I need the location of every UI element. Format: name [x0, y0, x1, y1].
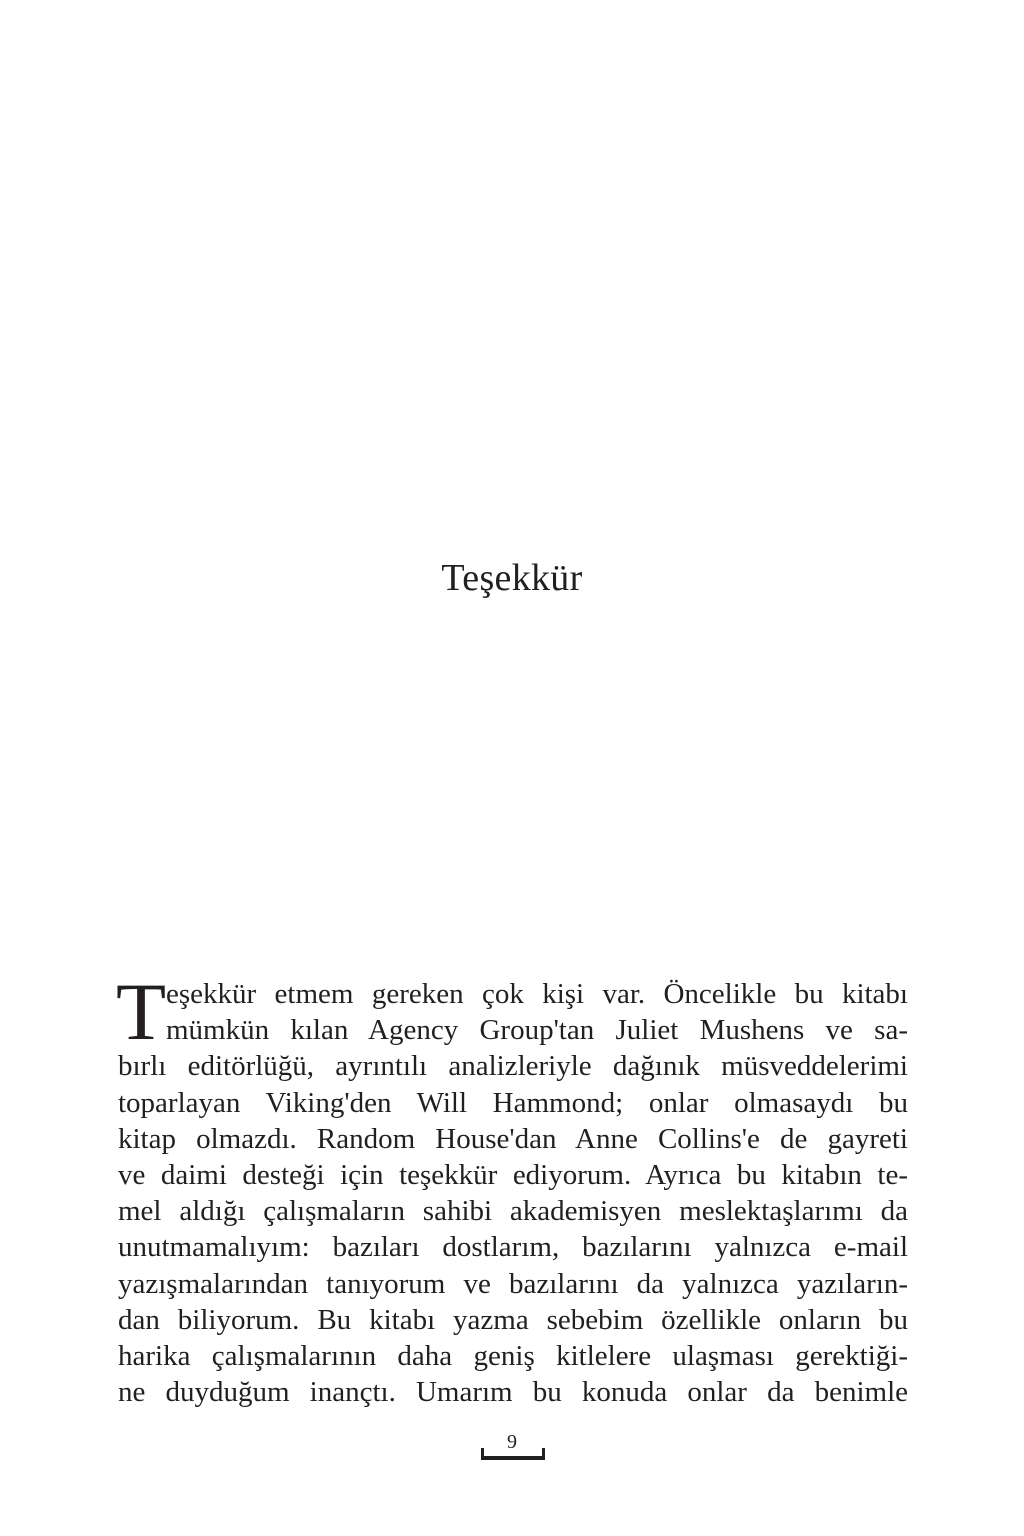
folio-ornament-right: [542, 1448, 545, 1460]
drop-cap: T: [116, 966, 167, 1057]
text-line: eşekkür etmem gereken çok kişi var. Öncelikle bu kitabı: [166, 978, 908, 1010]
chapter-title: Teşekkür: [441, 557, 583, 599]
text-line: unutmamalıyım: bazıları dostlarım, bazılarını yalnızca e-mail: [118, 1231, 908, 1264]
folio-rule: [481, 1456, 545, 1460]
text-line: ne duyduğum inançtı. Umarım bu konuda onlar da benimle: [118, 1376, 908, 1409]
text-line: harika çalışmalarının daha geniş kitlelere ulaşması gerektiği-: [118, 1339, 908, 1372]
text-line: dan biliyorum. Bu kitabı yazma sebebim özellikle onların bu: [118, 1303, 908, 1336]
page-footer: [0, 1430, 1024, 1470]
text-line: yazışmalarından tanıyorum ve bazılarını da yalnızca yazıların-: [118, 1267, 908, 1300]
page-number: 9: [507, 1431, 517, 1453]
text-line: toparlayan Viking'den Will Hammond; onlar olmasaydı bu: [118, 1086, 908, 1119]
text-line: kitap olmazdı. Random House'dan Anne Collins'e de gayreti: [118, 1122, 908, 1155]
text-line: mümkün kılan Agency Group'tan Juliet Mushens ve sa-: [166, 1014, 908, 1047]
text-line: bırlı editörlüğü, ayrıntılı analizleriyle dağınık müsveddelerimi: [118, 1050, 908, 1083]
acknowledgement-paragraph: [116, 966, 908, 1410]
text-line: mel aldığı çalışmaların sahibi akademisyen meslektaşlarımı da: [118, 1195, 908, 1228]
text-line: ve daimi desteği için teşekkür ediyorum. Ayrıca bu kitabın te-: [118, 1158, 908, 1191]
